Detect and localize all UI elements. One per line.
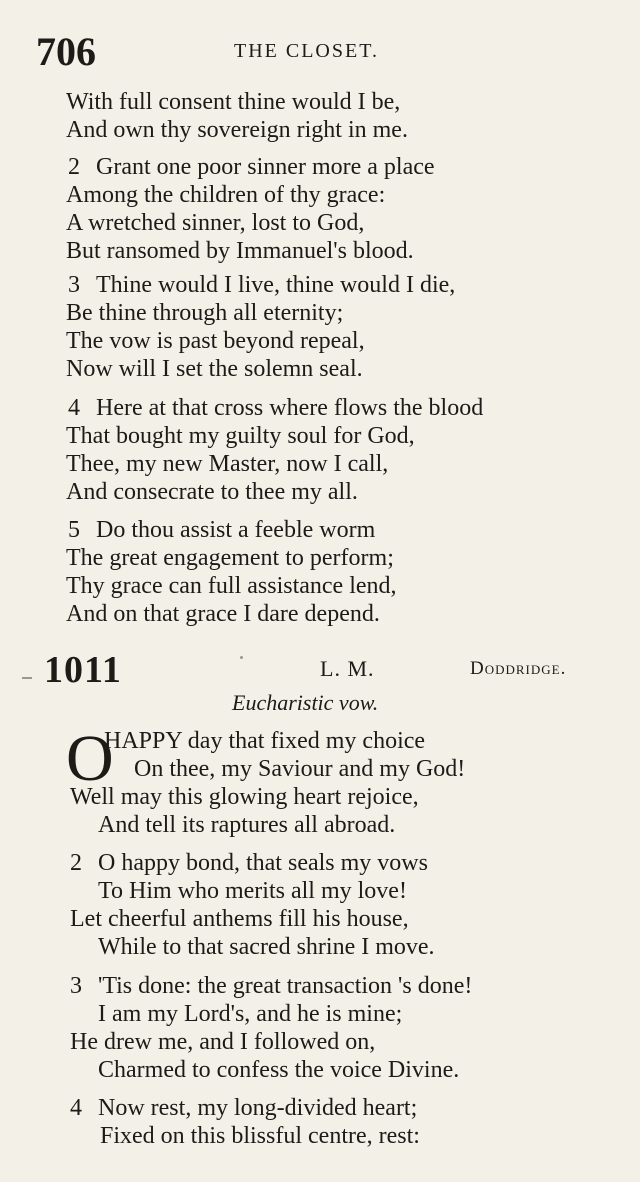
stanza-line-first bbox=[70, 972, 472, 1000]
ink-speck bbox=[240, 656, 243, 659]
stanza-number: 4 bbox=[70, 1095, 82, 1121]
verse-line: Well may this glowing heart rejoice, bbox=[70, 784, 419, 810]
verse-line: On thee, my Saviour and my God! bbox=[134, 756, 466, 782]
verse-line: Among the children of thy grace: bbox=[66, 182, 386, 208]
verse-line: The great engagement to perform; bbox=[66, 545, 394, 571]
stanza-line-first bbox=[68, 516, 375, 544]
verse-line: HAPPY day that fixed my choice bbox=[104, 728, 426, 754]
verse-line: And own thy sovereign right in me. bbox=[66, 117, 408, 143]
stanza-line-first bbox=[70, 1094, 417, 1122]
verse-line: That bought my guilty soul for God, bbox=[66, 423, 415, 449]
verse-line: Charmed to confess the voice Divine. bbox=[98, 1057, 460, 1083]
running-head: THE CLOSET. bbox=[234, 40, 379, 62]
hymn-meter: L. M. bbox=[320, 656, 375, 681]
verse-line: Thee, my new Master, now I call, bbox=[66, 451, 389, 477]
hymn-number: 1011 bbox=[44, 649, 122, 691]
stanza-number: 2 bbox=[68, 154, 80, 180]
drop-cap: O bbox=[66, 722, 114, 795]
stanza-line-first bbox=[68, 153, 435, 181]
stanza-number: 4 bbox=[68, 395, 80, 421]
stanza-line-first bbox=[68, 394, 483, 422]
verse-line: But ransomed by Immanuel's blood. bbox=[66, 238, 414, 264]
verse-line: O happy bond, that seals my vows bbox=[98, 850, 428, 876]
verse-line: Be thine through all eternity; bbox=[66, 300, 344, 326]
verse-line: The vow is past beyond repeal, bbox=[66, 328, 365, 354]
verse-line: A wretched sinner, lost to God, bbox=[66, 210, 365, 236]
stanza-number: 2 bbox=[70, 850, 82, 876]
verse-line: And on that grace I dare depend. bbox=[66, 601, 380, 627]
stanza-number: 5 bbox=[68, 517, 80, 543]
hymn-title: Eucharistic vow. bbox=[232, 690, 379, 715]
page-header bbox=[36, 28, 610, 72]
verse-line: I am my Lord's, and he is mine; bbox=[98, 1001, 403, 1027]
verse-line: 'Tis done: the great transaction 's done! bbox=[98, 973, 473, 999]
verse-line: Grant one poor sinner more a place bbox=[96, 154, 435, 180]
verse-line: Thy grace can full assistance lend, bbox=[66, 573, 397, 599]
verse-line: Do thou assist a feeble worm bbox=[96, 517, 376, 543]
verse-line: Now rest, my long-divided heart; bbox=[98, 1095, 418, 1121]
stanza-number: 3 bbox=[68, 272, 80, 298]
verse-line: Fixed on this blissful centre, rest: bbox=[100, 1123, 420, 1149]
margin-mark bbox=[22, 677, 32, 679]
verse-line: Thine would I live, thine would I die, bbox=[96, 272, 456, 298]
verse-line: And consecrate to thee my all. bbox=[66, 479, 358, 505]
stanza-line-first bbox=[70, 849, 428, 877]
stanza-line-first bbox=[68, 271, 455, 299]
verse-line: And tell its raptures all abroad. bbox=[98, 812, 396, 838]
verse-line: While to that sacred shrine I move. bbox=[98, 934, 435, 960]
verse-line: He drew me, and I followed on, bbox=[70, 1029, 376, 1055]
verse-line: With full consent thine would I be, bbox=[66, 89, 401, 115]
page-number: 706 bbox=[36, 29, 96, 74]
stanza-number: 3 bbox=[70, 973, 82, 999]
hymn-author: Doddridge. bbox=[470, 658, 567, 679]
verse-line: Now will I set the solemn seal. bbox=[66, 356, 363, 382]
verse-line: Let cheerful anthems fill his house, bbox=[70, 906, 409, 932]
verse-line: Here at that cross where flows the blood bbox=[96, 395, 484, 421]
verse-line: To Him who merits all my love! bbox=[98, 878, 407, 904]
